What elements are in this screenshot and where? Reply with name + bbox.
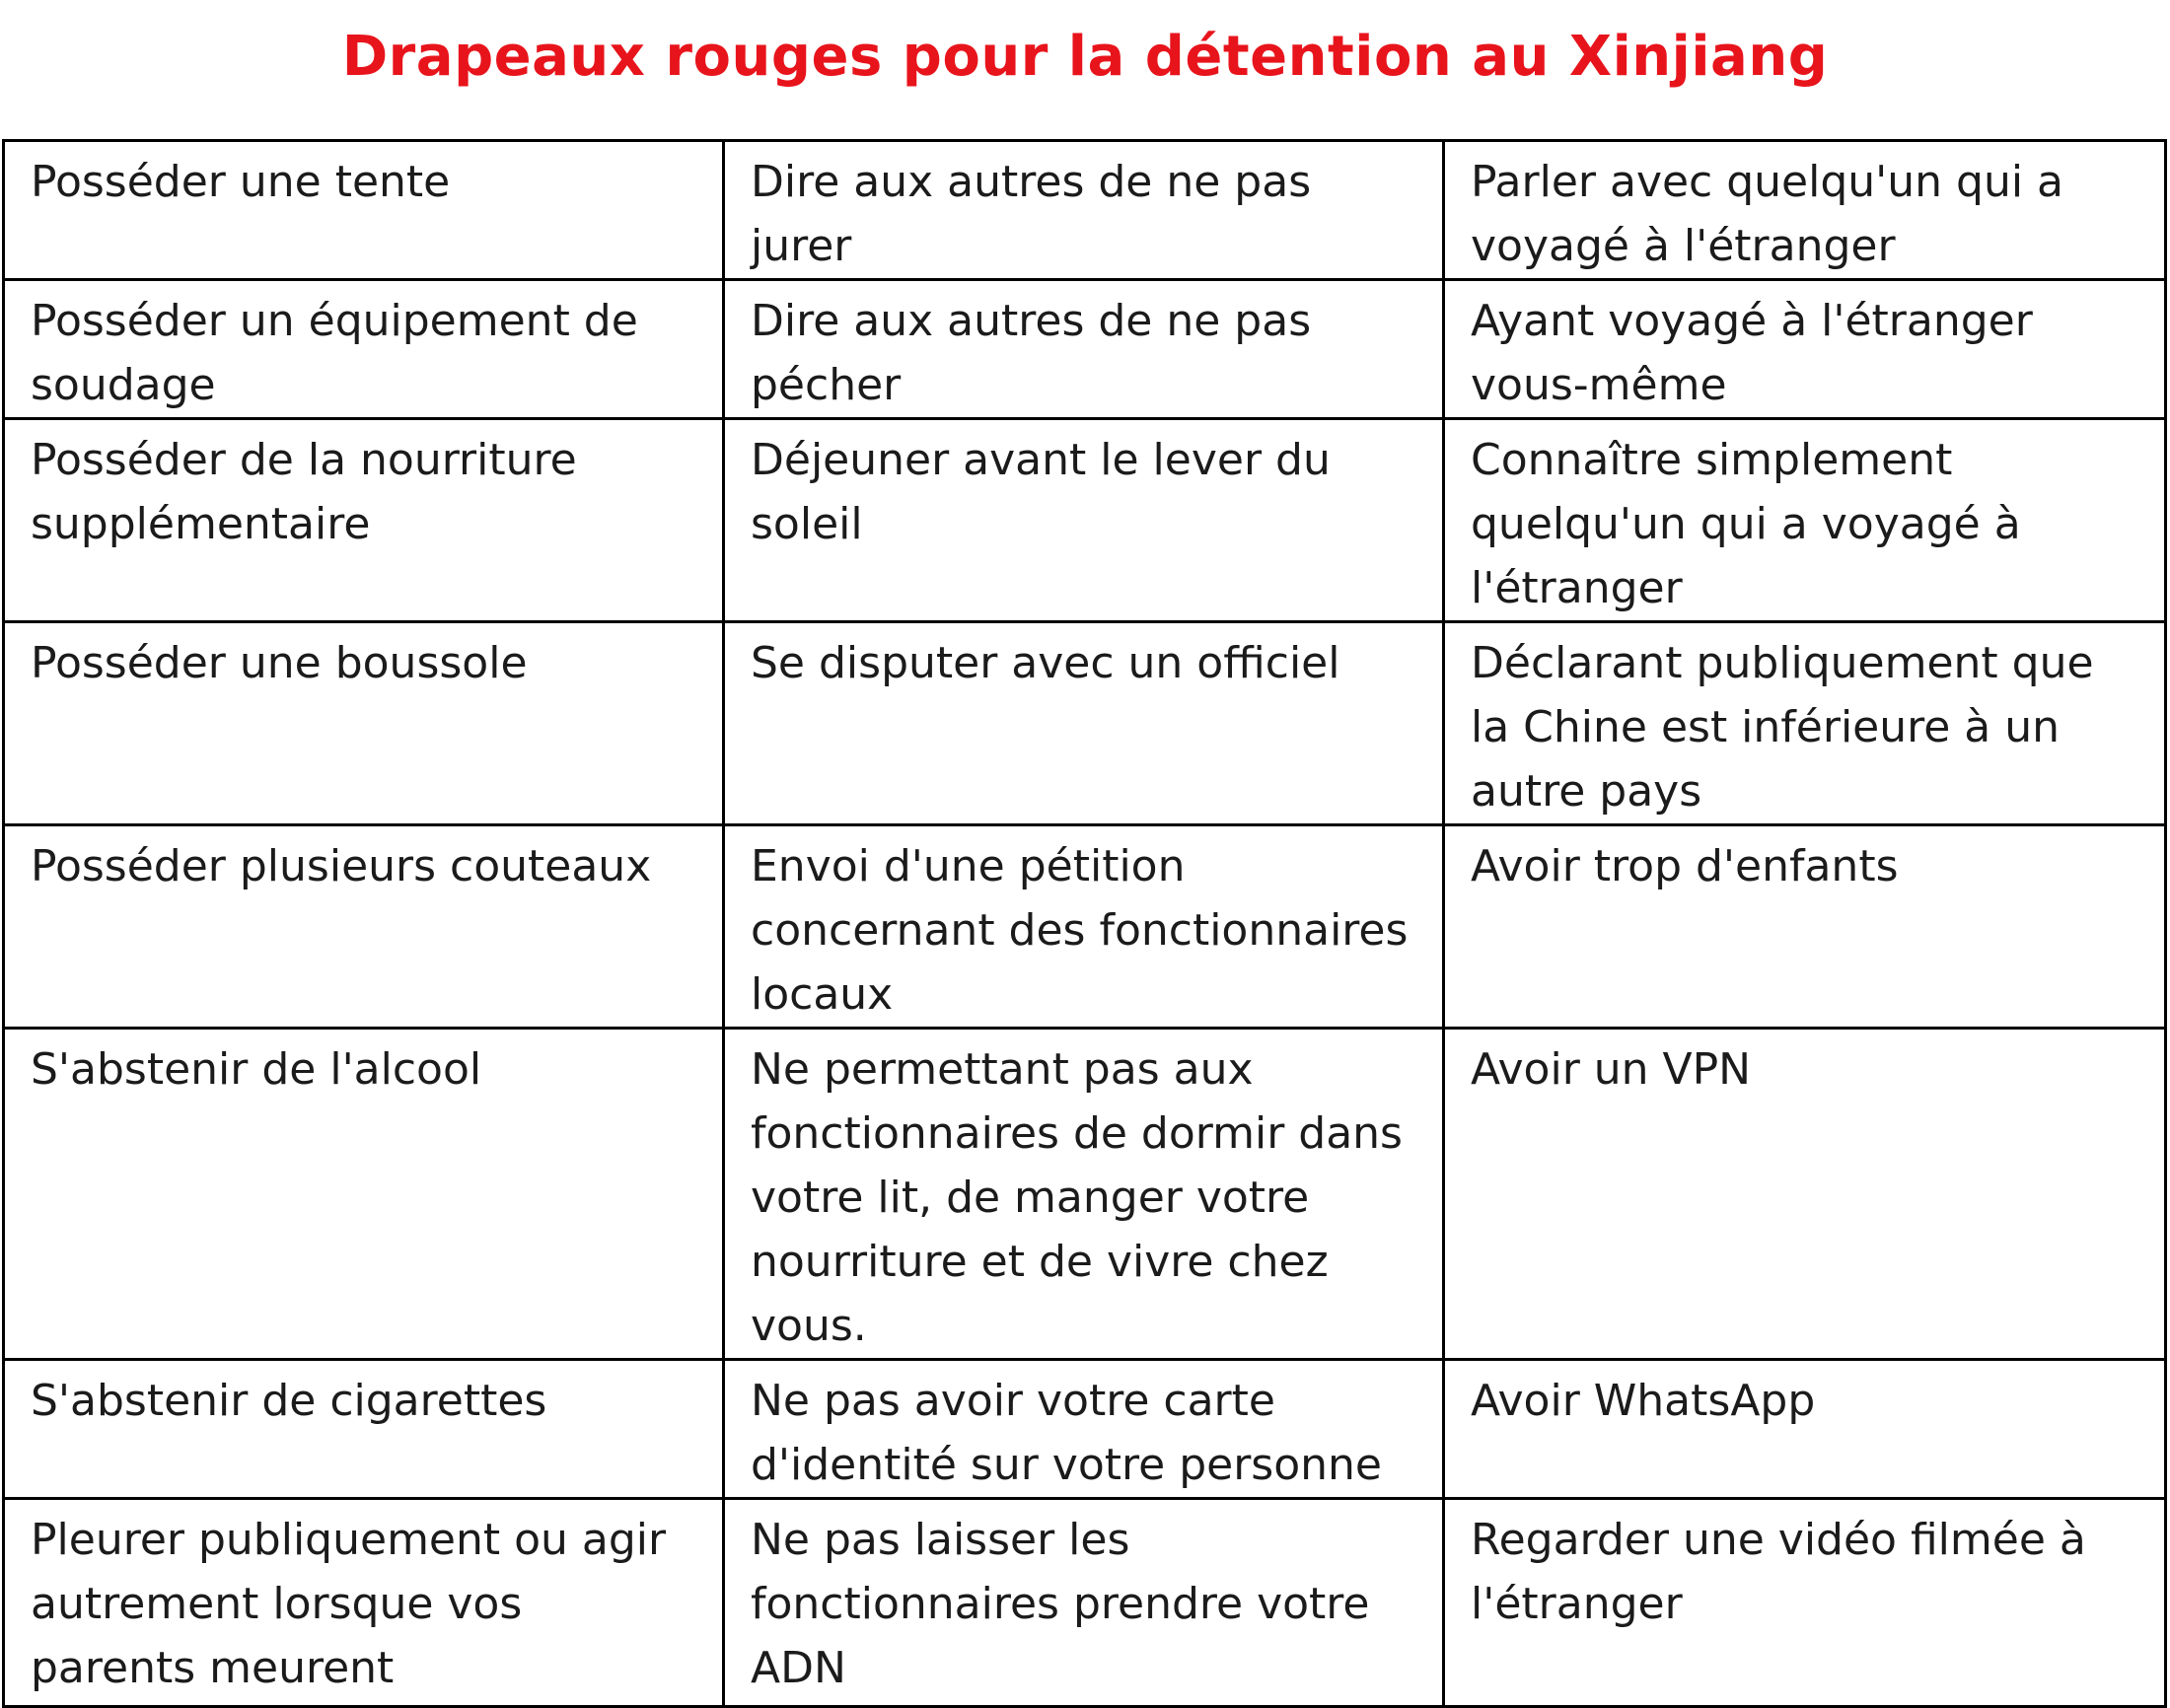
table-cell: Dire aux autres de ne pas jurer [724,141,1444,280]
table-cell: S'abstenir de cigarettes [4,1360,724,1499]
table-cell: Avoir un VPN [1444,1029,2166,1360]
table-cell: Regarder une vidéo filmée à l'étranger [1444,1499,2166,1707]
table-cell: Ne pas laisser les fonctionnaires prendre votre ADN [724,1499,1444,1707]
red-flags-table [2,139,2167,1708]
table-cell: Ne pas avoir votre carte d'identité sur votre personne [724,1360,1444,1499]
table-cell: S'abstenir de l'alcool [4,1029,724,1360]
table-cell: Connaître simplement quelqu'un qui a voyagé à l'étranger [1444,419,2166,622]
table-cell: Déclarant publiquement que la Chine est inférieure à un autre pays [1444,622,2166,825]
table-row [4,1360,2166,1499]
table-row [4,622,2166,825]
table-cell: Ne permettant pas aux fonctionnaires de dormir dans votre lit, de manger votre nourriture et de vivre chez vous. [724,1029,1444,1360]
table-cell: Parler avec quelqu'un qui a voyagé à l'étranger [1444,141,2166,280]
table-row [4,141,2166,280]
table-cell: Posséder plusieurs couteaux [4,825,724,1029]
table-row [4,1029,2166,1360]
table-cell: Posséder un équipement de soudage [4,280,724,419]
table-row [4,419,2166,622]
table-cell: Posséder une tente [4,141,724,280]
table-cell: Déjeuner avant le lever du soleil [724,419,1444,622]
table-row [4,825,2166,1029]
table-cell: Ayant voyagé à l'étranger vous-même [1444,280,2166,419]
table-cell: Pleurer publiquement ou agir autrement lorsque vos parents meurent [4,1499,724,1707]
table-cell: Posséder de la nourriture supplémentaire [4,419,724,622]
table-row [4,1499,2166,1707]
table-cell: Avoir trop d'enfants [1444,825,2166,1029]
table-cell: Se disputer avec un officiel [724,622,1444,825]
table-cell: Posséder une boussole [4,622,724,825]
table-cell: Envoi d'une pétition concernant des fonctionnaires locaux [724,825,1444,1029]
table-cell: Avoir WhatsApp [1444,1360,2166,1499]
document-title: Drapeaux rouges pour la détention au Xinjiang [341,25,1829,89]
table-cell: Dire aux autres de ne pas pécher [724,280,1444,419]
table-row [4,280,2166,419]
